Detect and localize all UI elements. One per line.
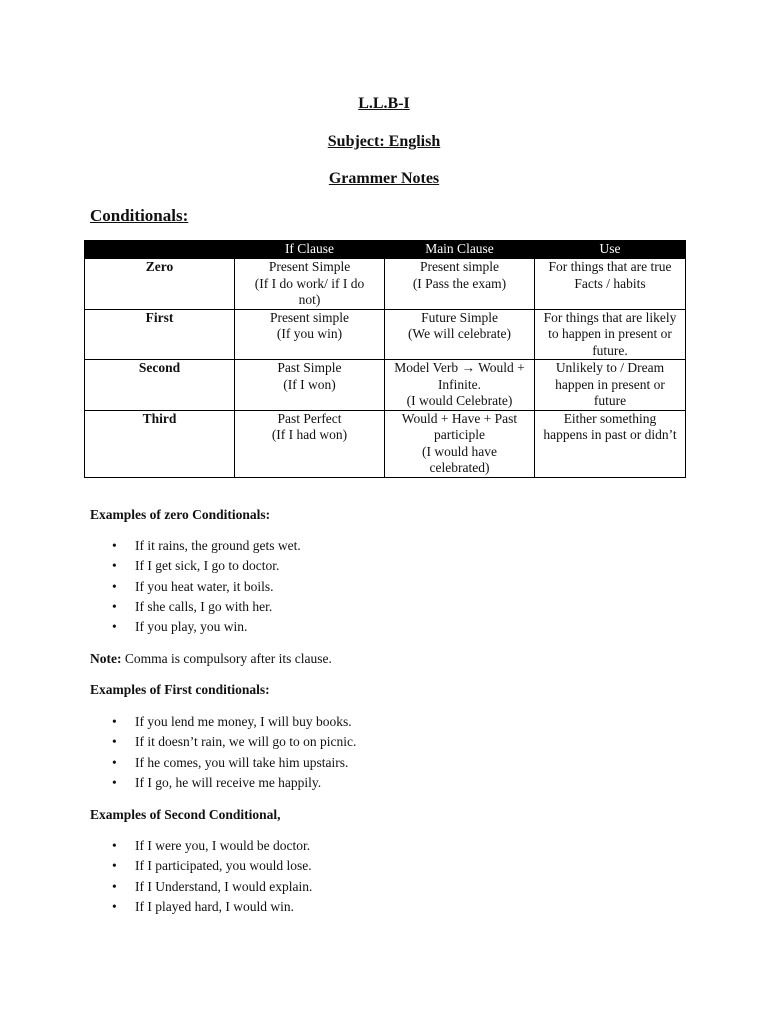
list-item-text: If I get sick, I go to doctor.: [135, 558, 280, 574]
list-item: [90, 732, 356, 752]
bullet-icon: •: [112, 838, 117, 853]
main-clause-cell: [385, 259, 535, 310]
list-item-text: If I played hard, I would win.: [135, 898, 294, 914]
table-header-cell: Main Clause: [385, 241, 535, 259]
bullet-icon: •: [112, 878, 117, 894]
first-examples-list: [90, 712, 356, 793]
note-paragraph: [90, 650, 332, 667]
cell-line: happen in present or: [555, 376, 665, 392]
zero-examples-list: [90, 536, 301, 637]
conditionals-heading: Conditionals:: [90, 206, 189, 225]
bullet-icon: •: [112, 734, 117, 750]
list-item-text: If it rains, the ground gets wet.: [135, 538, 301, 553]
cell-line: celebrated): [429, 460, 490, 475]
cell-line: Facts / habits: [574, 275, 646, 291]
cell-line: Present Simple: [268, 259, 351, 274]
cell-line: Would + Have + Past: [401, 410, 518, 426]
bullet-icon: •: [112, 578, 117, 594]
cell-line: future: [593, 393, 627, 408]
list-item-text: If he comes, you will take him upstairs.: [135, 754, 349, 770]
second-examples-heading: Examples of Second Conditional,: [90, 807, 281, 822]
cell-line: Future Simple: [421, 309, 498, 325]
list-item: [90, 773, 356, 793]
second-examples-list: [90, 836, 312, 917]
row-type-cell: First: [85, 309, 235, 360]
use-cell: [535, 410, 686, 477]
cell-line: For things that are likely: [543, 309, 677, 325]
topic-title: Grammer Notes: [328, 170, 440, 187]
list-item: [90, 877, 312, 897]
bullet-icon: •: [112, 858, 117, 874]
note-text: Comma is compulsory after its clause.: [121, 651, 332, 666]
cell-line: future.: [592, 342, 628, 358]
if-clause-cell: [235, 360, 385, 411]
cell-line: (If I do work/ if I do: [254, 275, 365, 291]
list-item: [90, 712, 356, 732]
list-item-text: If she calls, I go with her.: [135, 598, 273, 614]
cell-line: Unlikely to / Dream: [555, 360, 665, 375]
table-header-cell: If Clause: [235, 241, 385, 259]
list-item: [90, 577, 301, 597]
bullet-icon: •: [112, 598, 117, 614]
cell-line: Past Simple: [277, 360, 342, 375]
cell-line: (I would have: [422, 443, 497, 459]
list-item: [90, 536, 301, 556]
list-item-text: If you heat water, it boils.: [135, 578, 274, 594]
bullet-icon: •: [112, 754, 117, 770]
use-cell: [535, 360, 686, 411]
table-row: [85, 309, 686, 360]
row-type-cell: Second: [85, 360, 235, 411]
cell-line: not): [298, 292, 321, 307]
cell-line: (We will celebrate): [407, 326, 512, 341]
note-label: Note:: [90, 651, 122, 666]
use-cell: [535, 309, 686, 360]
cell-line: Present simple: [419, 259, 500, 274]
cell-line: Either something: [563, 410, 657, 426]
cell-line: (I Pass the exam): [412, 275, 507, 291]
bullet-icon: •: [112, 714, 117, 729]
use-cell: [535, 259, 686, 310]
list-item: [90, 556, 301, 576]
cell-line: (If I had won): [271, 427, 348, 442]
bullet-icon: •: [112, 619, 117, 635]
table-row: [85, 360, 686, 411]
bullet-icon: •: [112, 558, 117, 574]
main-clause-cell: [385, 360, 535, 411]
list-item-text: If you lend me money, I will buy books.: [135, 714, 352, 729]
if-clause-cell: [235, 410, 385, 477]
cell-line: to happen in present or: [548, 326, 672, 341]
list-item-text: If it doesn’t rain, we will go to on picnic.: [135, 734, 357, 750]
list-item: [90, 856, 312, 876]
cell-line: Past Perfect: [277, 410, 342, 426]
cell-line: (If you win): [276, 326, 343, 341]
table-header-cell: [85, 241, 235, 259]
list-item: [90, 836, 312, 856]
subject-title: Subject: English: [327, 133, 441, 150]
if-clause-cell: [235, 259, 385, 310]
cell-line: participle: [434, 427, 485, 442]
main-clause-cell: [385, 309, 535, 360]
cell-line: (I would Celebrate): [406, 393, 513, 408]
row-type-cell: Third: [85, 410, 235, 477]
if-clause-cell: [235, 309, 385, 360]
table-header-row: [85, 241, 686, 259]
conditionals-table: [84, 240, 686, 478]
list-item-text: If I were you, I would be doctor.: [135, 838, 311, 853]
first-examples-heading: Examples of First conditionals:: [90, 682, 270, 697]
cell-line: (If I won): [283, 376, 336, 392]
table-row: [85, 410, 686, 477]
list-item-text: If I Understand, I would explain.: [135, 878, 313, 894]
cell-line: Infinite.: [437, 376, 482, 392]
list-item-text: If I participated, you would lose.: [135, 858, 312, 874]
table-row: [85, 259, 686, 310]
list-item-text: If I go, he will receive me happily.: [135, 774, 322, 790]
bullet-icon: •: [112, 774, 117, 790]
list-item-text: If you play, you win.: [135, 619, 248, 635]
bullet-icon: •: [112, 898, 117, 914]
course-title: L.L.B-I: [358, 95, 410, 112]
row-type-cell: Zero: [85, 259, 235, 310]
main-clause-cell: [385, 410, 535, 477]
table-header-cell: Use: [535, 241, 686, 259]
list-item: [90, 617, 301, 637]
bullet-icon: •: [112, 538, 117, 553]
cell-line: Present simple: [269, 309, 350, 325]
cell-line: happens in past or didn’t: [543, 427, 677, 442]
cell-line: For things that are true: [548, 259, 672, 274]
cell-line: Model Verb → Would +: [394, 360, 525, 375]
list-item: [90, 753, 356, 773]
list-item: [90, 597, 301, 617]
zero-examples-heading: Examples of zero Conditionals:: [90, 507, 271, 522]
list-item: [90, 897, 312, 917]
